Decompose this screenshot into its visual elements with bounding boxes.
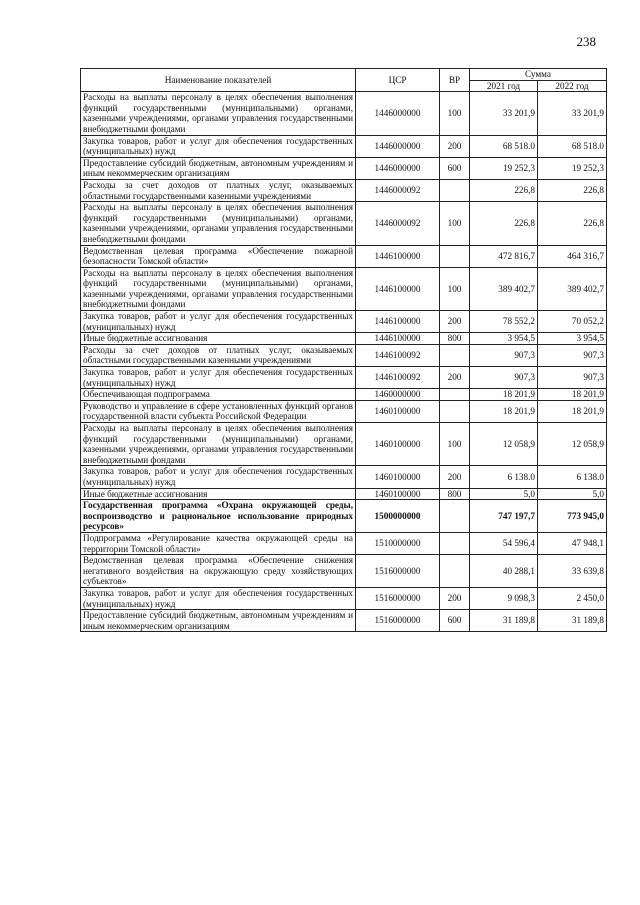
row-csr: 1460000000 [356,389,440,401]
row-csr: 1510000000 [356,532,440,554]
header-sum: Сумма [470,69,607,81]
row-name: Закупка товаров, работ и услуг для обеспечения государственных (муниципальных) нужд [81,587,356,609]
row-sum-2021: 907,3 [470,367,538,389]
row-vr [440,500,470,533]
header-vr: ВР [440,69,470,92]
row-vr: 200 [440,135,470,157]
row-name: Ведомственная целевая программа «Обеспечение снижения негативного воздействия на окружающую среду хозяйствующих субъектов» [81,555,356,588]
row-sum-2022: 6 138.0 [538,466,607,488]
row-csr: 1446100000 [356,245,440,267]
row-vr: 200 [440,466,470,488]
row-csr: 1446000000 [356,157,440,179]
row-csr: 1516000000 [356,610,440,632]
row-sum-2022: 5,0 [538,488,607,500]
row-name: Расходы за счет доходов от платных услуг, оказываемых областными государственными казенными учреждениями [81,344,356,366]
row-vr [440,344,470,366]
table-row [81,610,607,632]
row-csr: 1446100092 [356,344,440,366]
row-name: Обеспечивающая подпрограмма [81,389,356,401]
row-sum-2021: 5,0 [470,488,538,500]
table-row [81,267,607,310]
row-csr: 1446100000 [356,311,440,333]
row-sum-2021: 68 518.0 [470,135,538,157]
row-vr [440,179,470,201]
table-row [81,587,607,609]
row-name: Расходы на выплаты персоналу в целях обеспечения выполнения функций государственными (муниципальными) органами, казенными учреждениями, органами управления государственными внебюджетными фондами [81,92,356,135]
row-sum-2021: 12 058,9 [470,423,538,466]
row-sum-2022: 226,8 [538,202,607,245]
row-vr [440,532,470,554]
row-vr: 100 [440,92,470,135]
row-name: Ведомственная целевая программа «Обеспечение пожарной безопасности Томской области» [81,245,356,267]
row-sum-2021: 6 138.0 [470,466,538,488]
table-row [81,389,607,401]
row-vr [440,389,470,401]
page-number: 238 [576,34,596,49]
row-sum-2022: 68 518.0 [538,135,607,157]
row-csr: 1460100000 [356,423,440,466]
row-sum-2021: 9 098,3 [470,587,538,609]
header-year-2022: 2022 год [538,80,607,92]
row-vr: 100 [440,202,470,245]
row-name: Расходы на выплаты персоналу в целях обеспечения выполнения функций государственными (муниципальными) органами, казенными учреждениями, органами управления государственными внебюджетными фондами [81,423,356,466]
table-row [81,488,607,500]
row-csr: 1446000000 [356,135,440,157]
row-name: Предоставление субсидий бюджетным, автономным учреждениям и иным некоммерческим организациям [81,157,356,179]
row-csr: 1516000000 [356,587,440,609]
table-row [81,311,607,333]
row-csr: 1446100000 [356,267,440,310]
row-csr: 1446000000 [356,92,440,135]
row-csr: 1460100000 [356,400,440,422]
table-row [81,92,607,135]
row-sum-2021: 31 189,8 [470,610,538,632]
table-row [81,367,607,389]
table-row [81,555,607,588]
row-vr: 800 [440,333,470,345]
row-sum-2022: 907,3 [538,367,607,389]
row-name: Закупка товаров, работ и услуг для обеспечения государственных (муниципальных) нужд [81,135,356,157]
table-row [81,135,607,157]
row-sum-2022: 33 201,9 [538,92,607,135]
row-csr: 1446000092 [356,179,440,201]
table-row [81,245,607,267]
row-vr: 200 [440,587,470,609]
row-sum-2021: 78 552,2 [470,311,538,333]
table-row [81,532,607,554]
row-name: Предоставление субсидий бюджетным, автономным учреждениям и иным некоммерческим организациям [81,610,356,632]
row-name: Иные бюджетные ассигнования [81,333,356,345]
row-vr: 200 [440,311,470,333]
row-name: Государственная программа «Охрана окружающей среды, воспроизводство и рациональное использование природных ресурсов» [81,500,356,533]
row-sum-2021: 747 197,7 [470,500,538,533]
row-vr: 600 [440,157,470,179]
row-sum-2022: 31 189,8 [538,610,607,632]
table-row [81,333,607,345]
row-name: Подпрограмма «Регулирование качества окружающей среды на территории Томской области» [81,532,356,554]
row-vr [440,245,470,267]
row-sum-2022: 18 201,9 [538,400,607,422]
row-vr [440,400,470,422]
row-sum-2021: 40 288,1 [470,555,538,588]
row-sum-2022: 47 948,1 [538,532,607,554]
row-vr: 100 [440,423,470,466]
row-name: Расходы за счет доходов от платных услуг, оказываемых областными государственными казенными учреждениями [81,179,356,201]
row-vr: 800 [440,488,470,500]
table-row [81,423,607,466]
row-csr: 1516000000 [356,555,440,588]
table-row [81,500,607,533]
row-vr: 600 [440,610,470,632]
row-sum-2021: 907,3 [470,344,538,366]
row-name: Закупка товаров, работ и услуг для обеспечения государственных (муниципальных) нужд [81,367,356,389]
row-sum-2022: 464 316,7 [538,245,607,267]
row-sum-2021: 3 954,5 [470,333,538,345]
row-sum-2022: 70 052,2 [538,311,607,333]
table-row [81,157,607,179]
row-sum-2021: 18 201,9 [470,400,538,422]
row-sum-2022: 33 639,8 [538,555,607,588]
row-name: Закупка товаров, работ и услуг для обеспечения государственных (муниципальных) нужд [81,466,356,488]
row-sum-2022: 389 402,7 [538,267,607,310]
row-sum-2021: 389 402,7 [470,267,538,310]
row-sum-2022: 18 201,9 [538,389,607,401]
row-sum-2022: 12 058,9 [538,423,607,466]
row-sum-2022: 907,3 [538,344,607,366]
row-sum-2022: 2 450,0 [538,587,607,609]
row-sum-2021: 33 201,9 [470,92,538,135]
row-csr: 1446100092 [356,367,440,389]
row-sum-2021: 472 816,7 [470,245,538,267]
row-csr: 1446000092 [356,202,440,245]
row-sum-2021: 54 596,4 [470,532,538,554]
row-name: Расходы на выплаты персоналу в целях обеспечения выполнения функций государственными (муниципальными) органами, казенными учреждениями, органами управления государственными внебюджетными фондами [81,267,356,310]
row-csr: 1460100000 [356,466,440,488]
row-sum-2022: 3 954,5 [538,333,607,345]
table-row [81,344,607,366]
row-sum-2022: 19 252,3 [538,157,607,179]
row-vr: 100 [440,267,470,310]
header-name: Наименование показателей [81,69,356,92]
row-sum-2022: 773 945,0 [538,500,607,533]
row-vr [440,555,470,588]
row-vr: 200 [440,367,470,389]
row-name: Закупка товаров, работ и услуг для обеспечения государственных (муниципальных) нужд [81,311,356,333]
budget-table [80,68,607,632]
table-row [81,202,607,245]
row-sum-2021: 226,8 [470,202,538,245]
row-csr: 1500000000 [356,500,440,533]
row-csr: 1460100000 [356,488,440,500]
table-row [81,400,607,422]
row-sum-2021: 226,8 [470,179,538,201]
table-row [81,179,607,201]
header-csr: ЦСР [356,69,440,92]
row-sum-2021: 19 252,3 [470,157,538,179]
row-sum-2022: 226,8 [538,179,607,201]
row-name: Иные бюджетные ассигнования [81,488,356,500]
row-name: Руководство и управление в сфере установленных функций органов государственной власти субъекта Российской Федерации [81,400,356,422]
table-row [81,466,607,488]
row-sum-2021: 18 201,9 [470,389,538,401]
header-year-2021: 2021 год [470,80,538,92]
row-name: Расходы на выплаты персоналу в целях обеспечения выполнения функций государственными (муниципальными) органами, казенными учреждениями, органами управления государственными внебюджетными фондами [81,202,356,245]
row-csr: 1446100000 [356,333,440,345]
